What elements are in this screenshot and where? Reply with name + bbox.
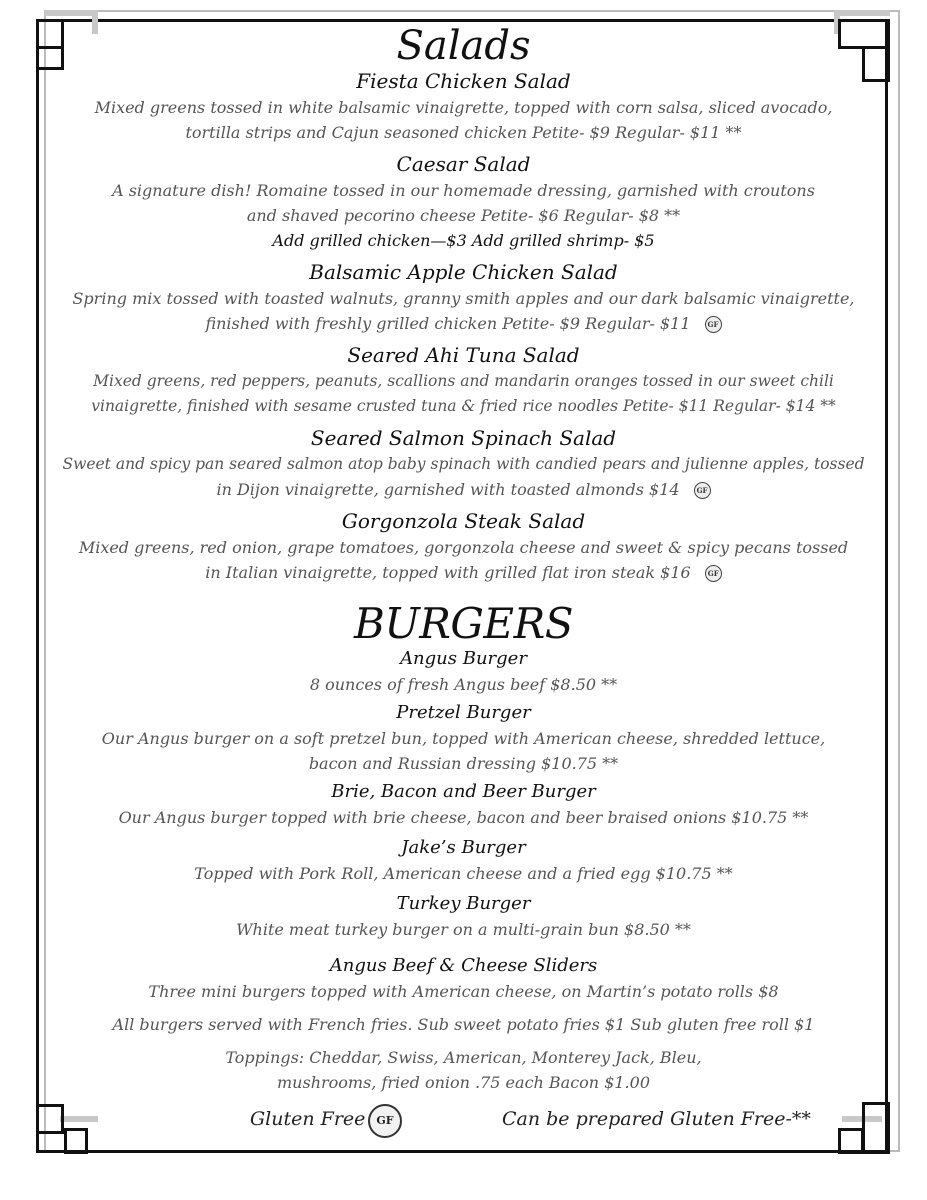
legend-footer [50, 1104, 877, 1140]
salads-heading: Salads [396, 23, 531, 69]
item-description-row [50, 311, 877, 336]
item-name: Balsamic Apple Chicken Salad [309, 260, 618, 284]
item-description: Spring mix tossed with toasted walnuts, granny smith apples and our dark balsamic vinaigrette, [72, 289, 855, 308]
item-description: tortilla strips and Cajun seasoned chicken Petite- $9 Regular- $11 ** [185, 123, 742, 142]
gf-badge-icon: GF [705, 565, 722, 582]
menu-item-brie-bacon-beer-burger [50, 778, 877, 830]
menu-item-balsamic-apple-chicken-salad [50, 259, 877, 336]
item-name: Angus Beef & Cheese Sliders [329, 955, 598, 976]
item-description: in Dijon vinaigrette, garnished with toasted almonds $14 [216, 480, 680, 499]
menu-item-turkey-burger [50, 890, 877, 942]
menu-item-seared-salmon-spinach-salad [50, 425, 877, 502]
toppings-line: Toppings: Cheddar, Swiss, American, Monterey Jack, Bleu, [225, 1048, 702, 1067]
item-name: Seared Salmon Spinach Salad [310, 426, 617, 450]
item-description: vinaigrette, finished with sesame crusted tuna & fried rice noodles Petite- $11 Regular- $14 ** [91, 397, 836, 415]
item-description: and shaved pecorino cheese Petite- $6 Regular- $8 ** [246, 206, 681, 225]
menu-item-jakes-burger [50, 834, 877, 886]
item-name: Gorgonzola Steak Salad [341, 509, 586, 533]
item-name: Fiesta Chicken Salad [356, 69, 571, 93]
item-name: Caesar Salad [396, 152, 531, 176]
item-description: Three mini burgers topped with American cheese, on Martin’s potato rolls $8 [148, 982, 779, 1001]
item-description: Mixed greens tossed in white balsamic vinaigrette, topped with corn salsa, sliced avocado, [94, 98, 833, 117]
item-name: Seared Ahi Tuna Salad [347, 343, 580, 367]
item-name: Angus Burger [400, 648, 527, 669]
item-addon: Add grilled chicken—$3 Add grilled shrimp- $5 [272, 231, 655, 250]
menu-item-seared-ahi-tuna-salad [50, 342, 877, 419]
gf-badge-icon: GF [694, 482, 711, 499]
burgers-heading: BURGERS [354, 599, 573, 648]
item-name: Brie, Bacon and Beer Burger [331, 781, 596, 802]
item-description: Mixed greens, red peppers, peanuts, scallions and mandarin oranges tossed in our sweet chili [93, 372, 834, 390]
menu-item-angus-sliders [50, 952, 877, 1004]
gf-badge-icon: GF [368, 1104, 402, 1138]
item-name: Jake’s Burger [401, 837, 526, 858]
item-description: Our Angus burger on a soft pretzel bun, topped with American cheese, shredded lettuce, [101, 729, 826, 748]
menu-item-angus-burger [50, 645, 877, 697]
item-description-row [50, 477, 877, 502]
menu-content [50, 23, 877, 1095]
gluten-free-label: Gluten Free [250, 1108, 366, 1130]
menu-item-fiesta-chicken-salad [50, 68, 877, 145]
item-description: Sweet and spicy pan seared salmon atop baby spinach with candied pears and julienne apples, tossed [62, 455, 865, 473]
item-description: White meat turkey burger on a multi-grain bun $8.50 ** [236, 920, 691, 939]
item-description: Mixed greens, red onion, grape tomatoes, gorgonzola cheese and sweet & spicy pecans tossed [78, 538, 849, 557]
item-description: finished with freshly grilled chicken Petite- $9 Regular- $11 [205, 314, 691, 333]
can-be-prepared-gf-label: Can be prepared Gluten Free-** [502, 1108, 811, 1130]
item-name: Turkey Burger [396, 893, 531, 914]
item-description-row [50, 560, 877, 585]
item-description: 8 ounces of fresh Angus beef $8.50 ** [309, 675, 618, 694]
item-description: A signature dish! Romaine tossed in our homemade dressing, garnished with croutons [112, 181, 815, 200]
menu-item-gorgonzola-steak-salad [50, 508, 877, 585]
toppings-line: mushrooms, fried onion .75 each Bacon $1.00 [277, 1073, 650, 1092]
item-description: Our Angus burger topped with brie cheese, bacon and beer braised onions $10.75 ** [118, 808, 809, 827]
fries-note: All burgers served with French fries. Sub sweet potato fries $1 Sub gluten free roll $1 [112, 1015, 815, 1034]
item-description: Topped with Pork Roll, American cheese and a fried egg $10.75 ** [194, 864, 733, 883]
item-name: Pretzel Burger [396, 702, 531, 723]
item-description: bacon and Russian dressing $10.75 ** [308, 754, 619, 773]
gf-badge-icon: GF [705, 316, 722, 333]
menu-item-caesar-salad [50, 151, 877, 253]
menu-item-pretzel-burger [50, 699, 877, 776]
item-description: in Italian vinaigrette, topped with grilled flat iron steak $16 [205, 563, 691, 582]
